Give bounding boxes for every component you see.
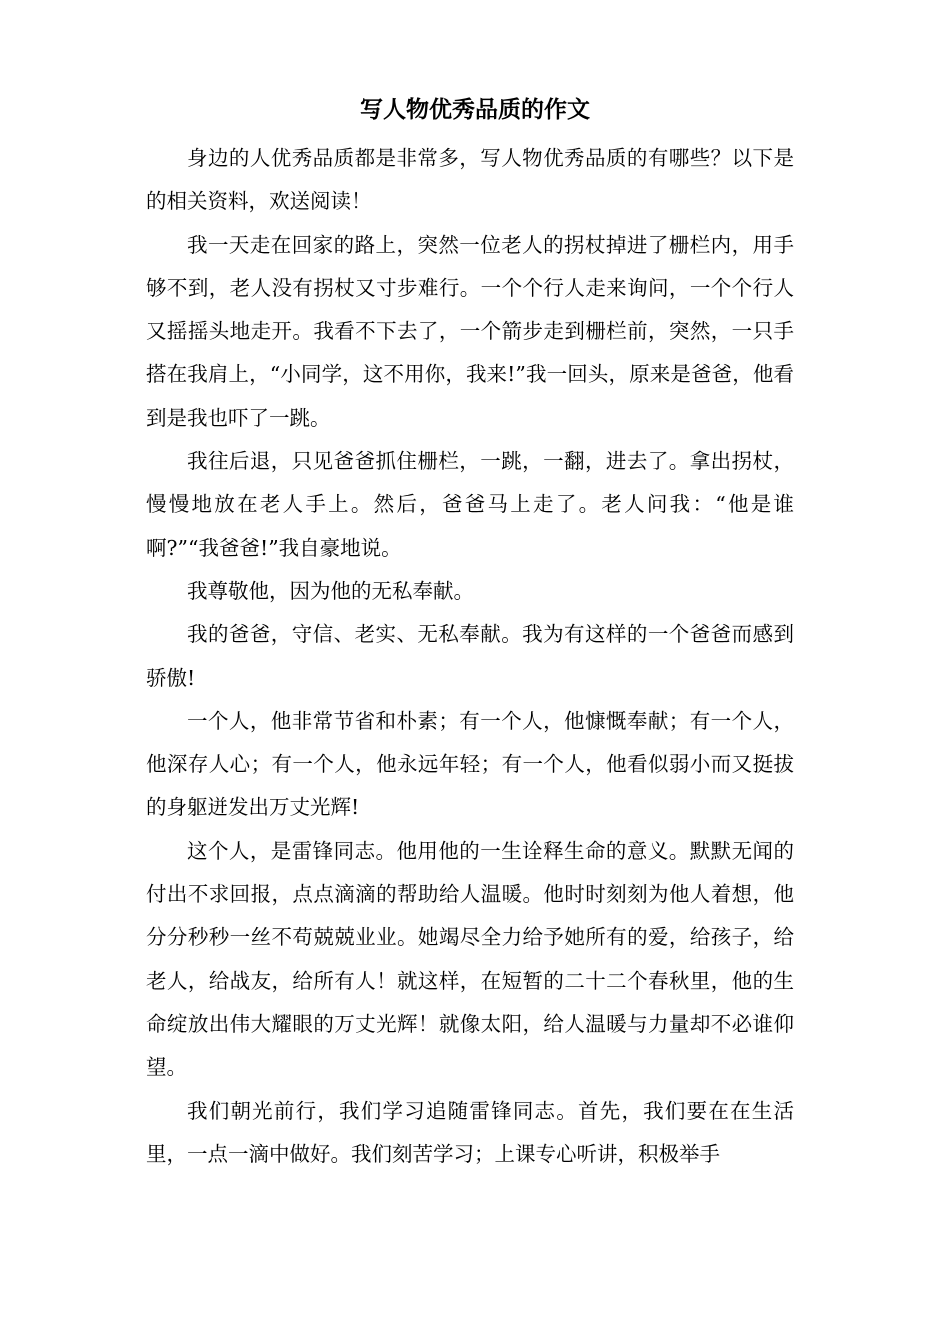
paragraph: 我一天走在回家的路上，突然一位老人的拐杖掉进了栅栏内，用手够不到，老人没有拐杖又寸步难行。一个个行人走来询问，一个个行人又摇摇头地走开。我看不下去了，一个箭步走到栅栏前，突然，一只手搭在我肩上，“小同学，这不用你，我来!”我一回头，原来是爸爸，他看到是我也吓了一跳。 [146,232,794,430]
document-body [146,137,794,1176]
document-title: 写人物优秀品质的作文 [360,96,590,123]
paragraph: 我的爸爸，守信、老实、无私奉献。我为有这样的一个爸爸而感到骄傲! [146,622,794,690]
paragraph: 一个人，他非常节省和朴素；有一个人，他慷慨奉献；有一个人，他深存人心；有一个人，他永远年轻；有一个人，他看似弱小而又挺拔的身躯迸发出万丈光辉! [146,708,794,820]
paragraph: 这个人，是雷锋同志。他用他的一生诠释生命的意义。默默无闻的付出不求回报，点点滴滴的帮助给人温暖。他时时刻刻为他人着想，他分分秒秒一丝不苟兢兢业业。她竭尽全力给予她所有的爱，给孩子，给老人，给战友，给所有人！就这样，在短暂的二十二个春秋里，他的生命绽放出伟大耀眼的万丈光辉！就像太阳，给人温暖与力量却不必谁仰望。 [146,838,794,1080]
paragraph: 我们朝光前行，我们学习追随雷锋同志。首先，我们要在在生活里，一点一滴中做好。我们刻苦学习；上课专心听讲，积极举手 [146,1098,794,1166]
paragraph: 身边的人优秀品质都是非常多，写人物优秀品质的有哪些？以下是的相关资料，欢送阅读！ [146,146,794,214]
paragraph: 我尊敬他，因为他的无私奉献。 [187,578,474,603]
paragraph: 我往后退，只见爸爸抓住栅栏，一跳，一翻，进去了。拿出拐杖，慢慢地放在老人手上。然后，爸爸马上走了。老人问我：“他是谁啊?”“我爸爸!”我自豪地说。 [146,449,794,560]
